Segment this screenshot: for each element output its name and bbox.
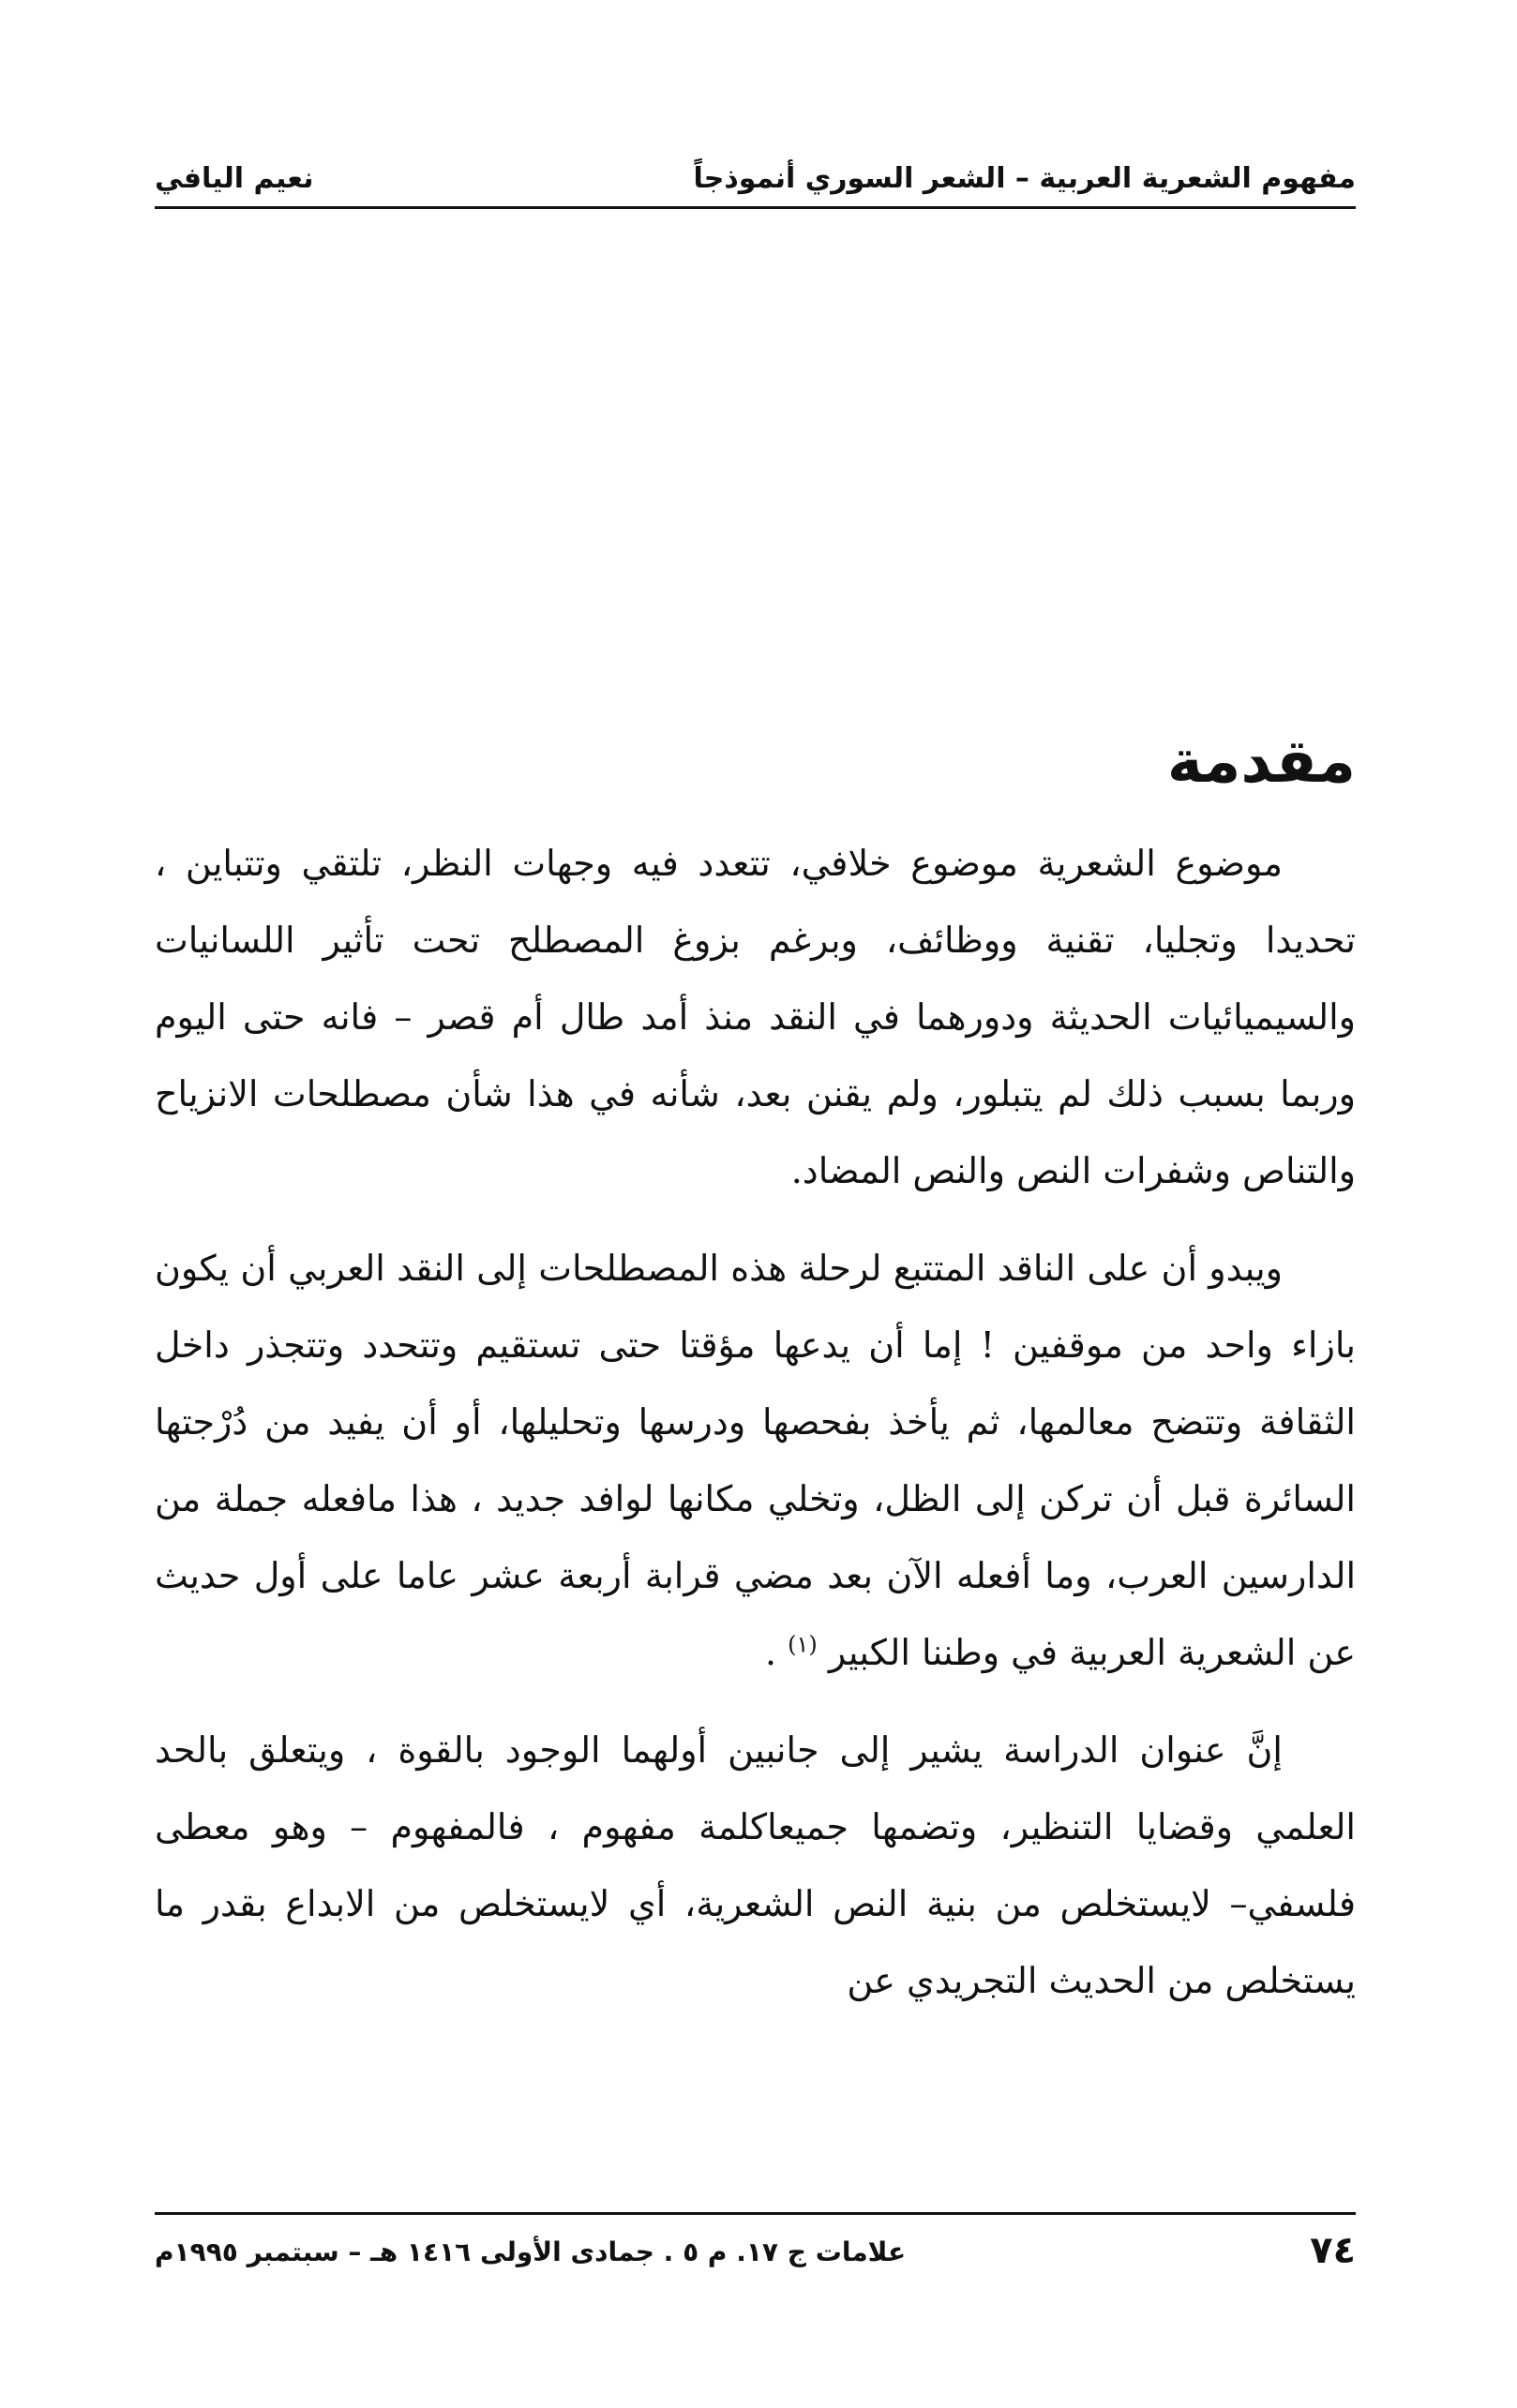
paragraph-1 <box>155 825 1356 1209</box>
paragraph-2 <box>155 1230 1356 1691</box>
page-footer <box>155 2229 1356 2285</box>
page-number: ٧٤ <box>1310 2229 1356 2272</box>
footer-divider <box>155 2212 1356 2215</box>
paragraph-3-text: إنَّ عنوان الدراسة يشير إلى جانبين أولهما الوجود بالقوة ، ويتعلق بالحد العلمي وقضايا التنظير، وتضمها جميعاكلمة مفهوم ، فالمفهوم – وهو معطى فلسفي– لايستخلص من بنية النص الشعرية، أي لايستخلص من الابداع بقدر ما يستخلص من الحديث التجريدي عن <box>155 1729 1356 2001</box>
running-header <box>155 141 1356 209</box>
footnote-reference[interactable]: (١) <box>788 1631 818 1658</box>
body-text <box>155 825 1356 2040</box>
section-heading: مقدمة <box>1166 727 1356 797</box>
paragraph-3 <box>155 1712 1356 2019</box>
author-name: نعيم اليافي <box>155 162 314 195</box>
paragraph-2-end: . <box>764 1632 789 1673</box>
paragraph-1-text: موضوع الشعرية موضوع خلافي، تتعدد فيه وجهات النظر، تلتقي وتتباين ، تحديدا وتجليا، تقنية ووظائف، وبرغم بزوغ المصطلح تحت تأثير اللسانيات والسيميائيات الحديثة ودورهما في النقد منذ أمد طال أم قصر – فانه حتى اليوم وربما بسبب ذلك لم يتبلور، ولم يقنن بعد، شأنه في هذا شأن مصطلحات الانزياح والتناص وشفرات النص والنص المضاد. <box>155 843 1356 1191</box>
book-title: مفهوم الشعرية العربية – الشعر السوري أنموذجاً <box>693 162 1356 195</box>
paragraph-2-text: ويبدو أن على الناقد المتتبع لرحلة هذه المصطلحات إلى النقد العربي أن يكون بازاء واحد من موقفين ! إما أن يدعها مؤقتا حتى تستقيم وتتحدد وتتجذر داخل الثقافة وتتضح معالمها، ثم يأخذ بفحصها ودرسها وتحليلها، أو أن يفيد من دُرْجتها السائرة قبل أن تركن إلى الظل، وتخلي مكانها لوافد جديد ، هذا مافعله جملة من الدارسين العرب، وما أفعله الآن بعد مضي قرابة أربعة عشر عاما على أول حديث عن الشعرية العربية في وطننا الكبير <box>155 1248 1356 1673</box>
journal-info: علامات ج ١٧. م ٥ . جمادى الأولى ١٤١٦ هـ – سبتمبر ١٩٩٥م <box>155 2236 907 2267</box>
